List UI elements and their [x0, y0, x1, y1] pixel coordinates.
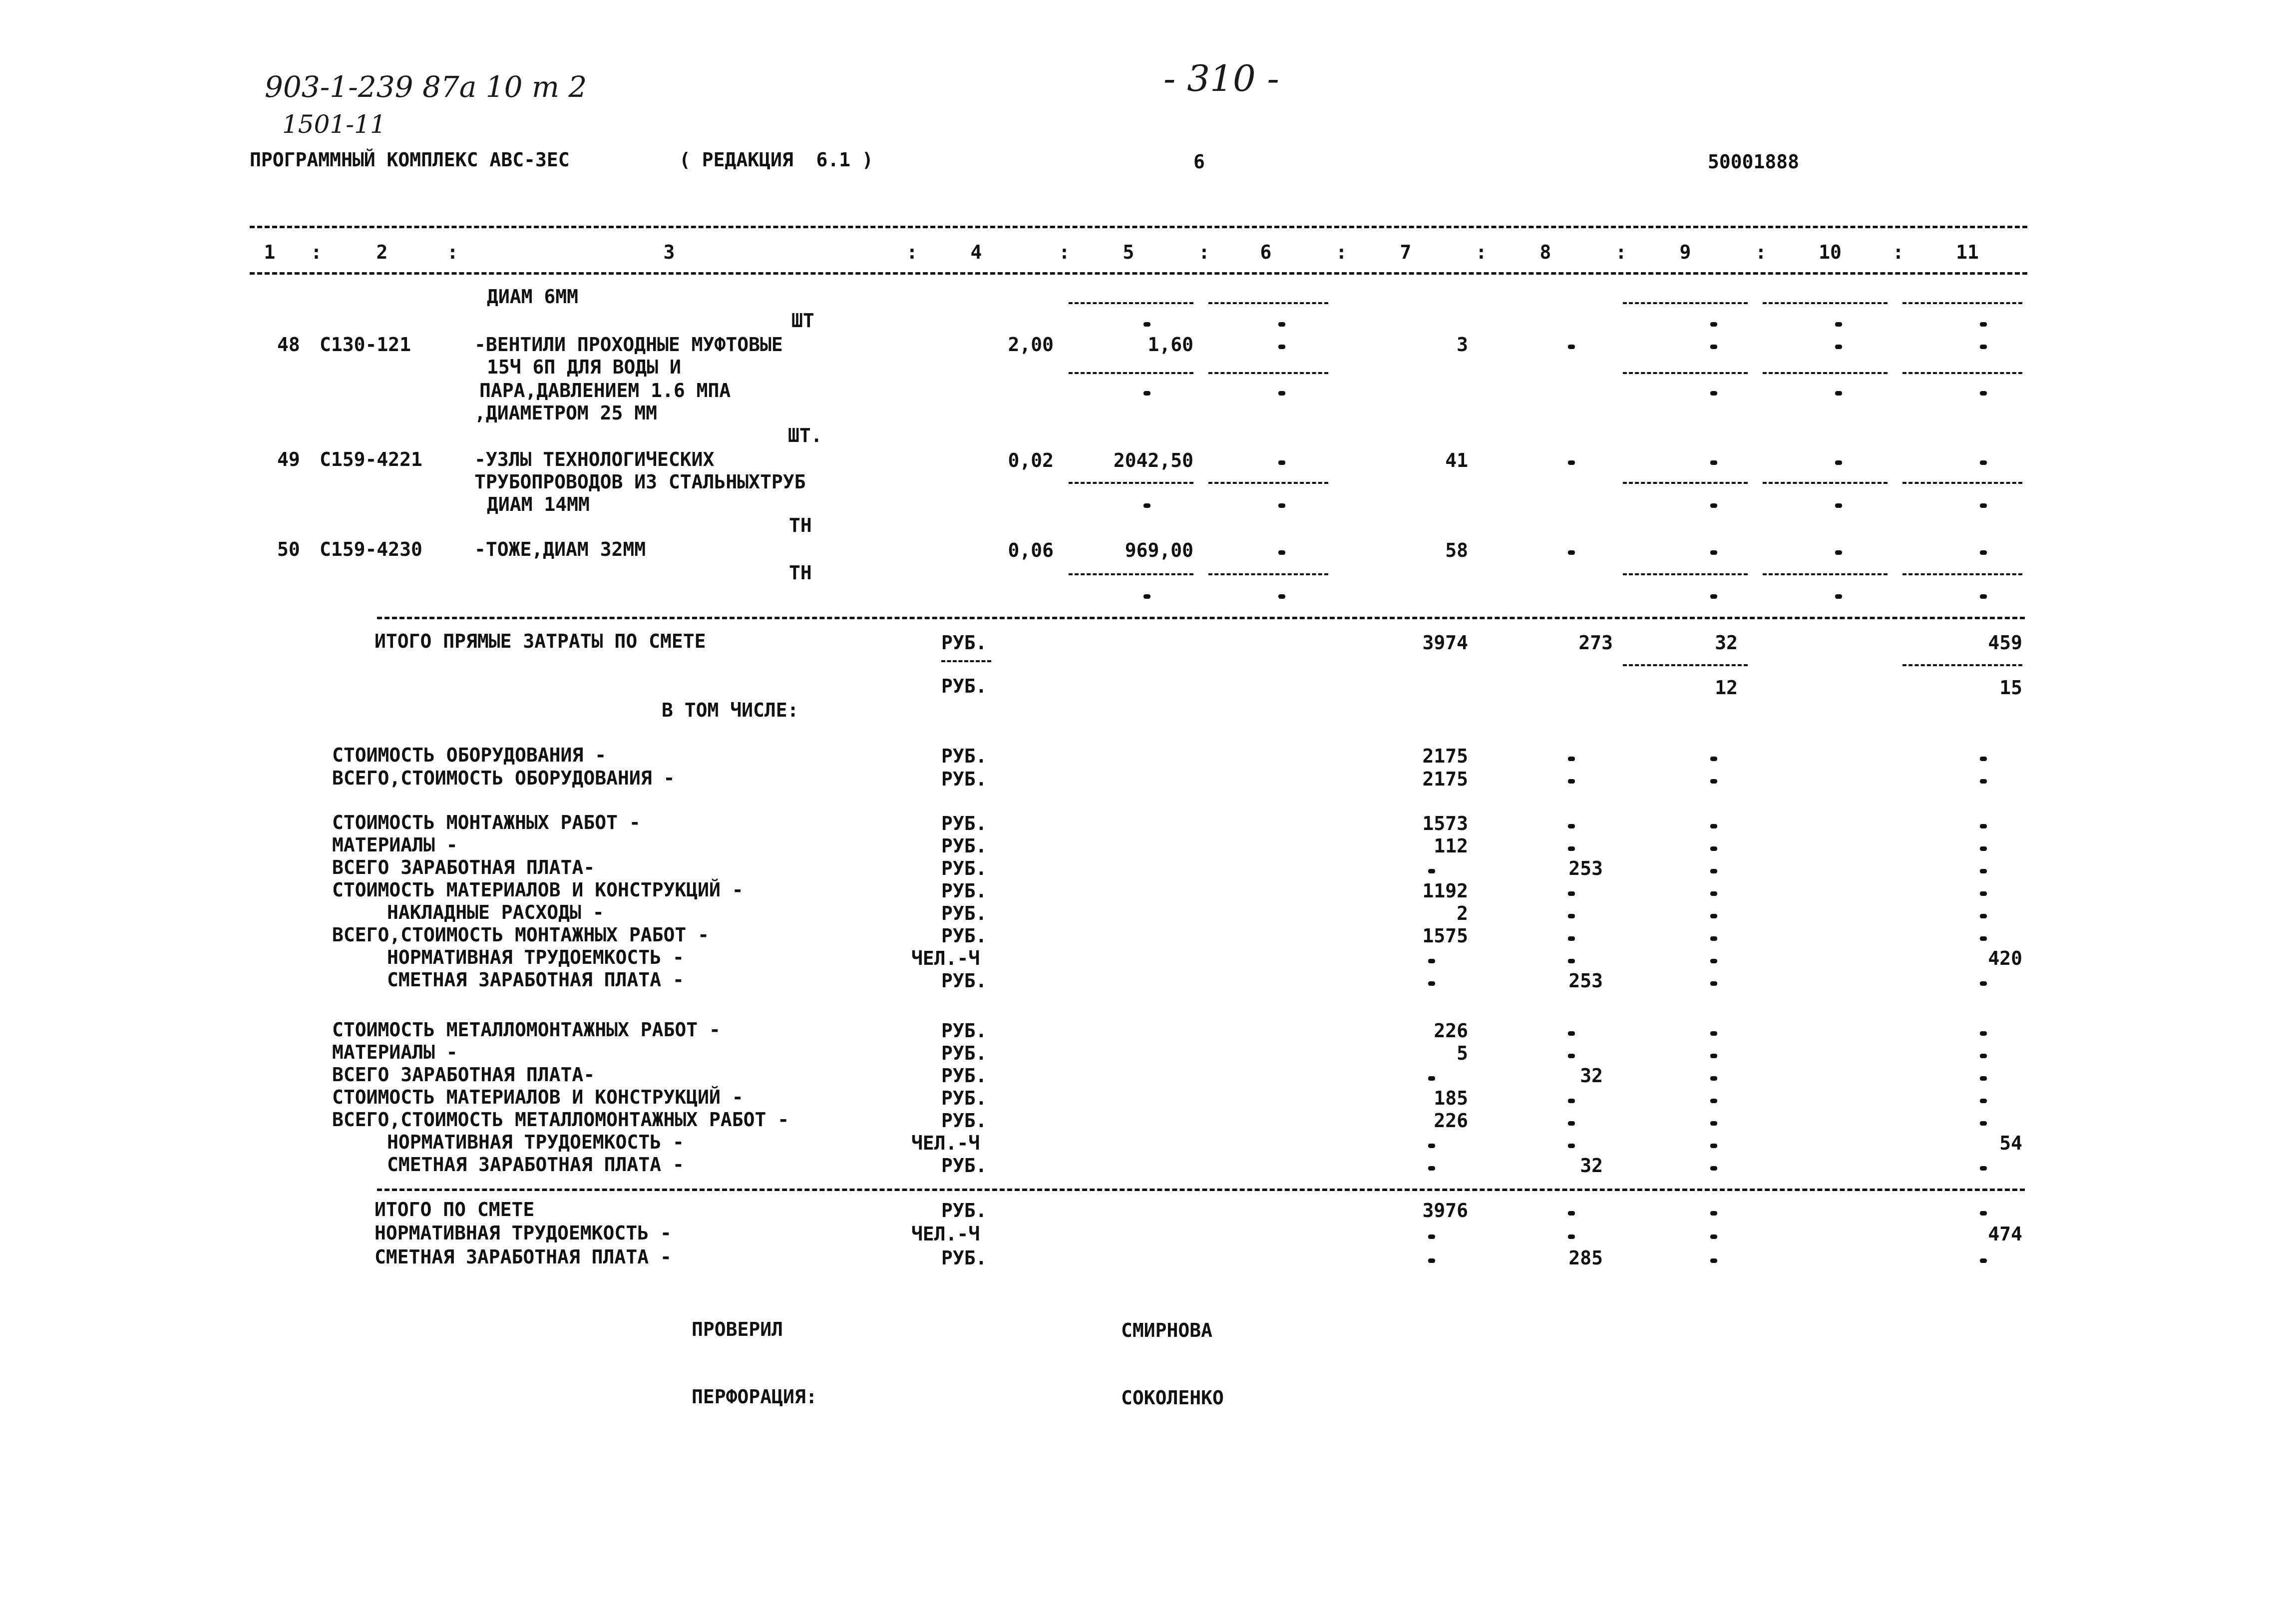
cell-rule [1069, 482, 1193, 484]
dash-mark [1710, 981, 1717, 986]
column-header: 9 [1679, 241, 1691, 263]
edition: ( РЕДАКЦИЯ 6.1 ) [679, 149, 873, 171]
dash-mark [1710, 891, 1717, 896]
row-code: С159-4221 [320, 448, 422, 470]
summary-c7: 185 [1434, 1087, 1468, 1109]
final-rule [377, 1189, 2025, 1191]
row-code: С130-121 [320, 334, 411, 356]
dash-mark [1710, 460, 1717, 465]
total-direct-c9b: 12 [1715, 677, 1738, 699]
column-header: 8 [1539, 241, 1551, 263]
column-separators: : [1198, 241, 1210, 263]
dash-mark [1980, 345, 1987, 349]
item-unit: ТН [789, 562, 812, 584]
cell-rule [1208, 302, 1328, 304]
summary-label: СМЕТНАЯ ЗАРАБОТНАЯ ПЛАТА - [375, 1246, 672, 1268]
summary-unit: РУБ. [941, 1247, 987, 1269]
dash-mark [1428, 981, 1435, 986]
dash-mark [1980, 1211, 1987, 1216]
cell-rule [1069, 372, 1193, 374]
summary-label: ИТОГО ПО СМЕТЕ [375, 1199, 535, 1220]
summary-c7: 112 [1434, 835, 1468, 857]
dash-mark [1278, 550, 1285, 555]
dash-mark [1428, 869, 1435, 873]
summary-c7: 226 [1434, 1110, 1468, 1132]
dash-mark [1710, 1031, 1717, 1036]
total-direct-c9: 32 [1715, 632, 1738, 654]
summary-c8: 253 [1568, 857, 1603, 879]
item-name: -ТОЖЕ,ДИАМ 32ММ [474, 538, 646, 560]
column-separators: : [906, 241, 918, 263]
checked-name: СМИРНОВА [1121, 1319, 1213, 1341]
item-name-line: ПАРА,ДАВЛЕНИЕМ 1.6 МПА [479, 380, 731, 402]
cell-rule [1763, 573, 1888, 575]
dash-mark [1980, 936, 1987, 941]
quantity: 2,00 [1008, 334, 1054, 356]
summary-label: СТОИМОСТЬ МОНТАЖНЫХ РАБОТ - [332, 812, 641, 833]
item-name-line: ,ДИАМЕТРОМ 25 ММ [474, 402, 658, 424]
total-direct-c11: 459 [1988, 632, 2022, 654]
cell-rule [1208, 573, 1328, 575]
dash-mark [1568, 1211, 1575, 1216]
summary-c7: 3976 [1422, 1200, 1468, 1221]
dash-mark [1278, 345, 1285, 349]
handwritten-sheet: 1501-11 [282, 110, 386, 139]
row-number: 49 [277, 448, 300, 470]
cell-rule [1902, 573, 2022, 575]
summary-c7: 226 [1434, 1020, 1468, 1042]
unit-price: 2042,50 [1113, 449, 1193, 471]
dash-mark [1568, 1234, 1575, 1239]
total-cost: 3 [1457, 334, 1468, 356]
dash-mark [1710, 936, 1717, 941]
dash-mark [1980, 391, 1987, 396]
column-header: 6 [1260, 241, 1272, 263]
item-name-line: 15Ч 6П ДЛЯ ВОДЫ И [487, 356, 681, 378]
dash-mark [1278, 594, 1285, 599]
dash-mark [1710, 345, 1717, 349]
dash-mark [1710, 550, 1717, 555]
dash-mark [1710, 1258, 1717, 1263]
dash-mark [1710, 1144, 1717, 1148]
dash-mark [1568, 1099, 1575, 1103]
cell-rule [1902, 482, 2022, 484]
dash-mark [1710, 824, 1717, 828]
cell-rule [941, 660, 991, 662]
sheet-number: 6 [1193, 151, 1205, 173]
summary-label: ВСЕГО ЗАРАБОТНАЯ ПЛАТА- [332, 1064, 595, 1086]
dash-mark [1980, 550, 1987, 555]
column-header: 10 [1819, 241, 1842, 263]
dash-mark [1710, 391, 1717, 396]
dash-mark [1143, 391, 1150, 396]
dash-mark [1980, 1054, 1987, 1058]
summary-unit: ЧЕЛ.-Ч [911, 1223, 980, 1245]
cell-rule [1069, 573, 1193, 575]
column-separators: : [1336, 241, 1347, 263]
summary-unit: РУБ. [941, 1200, 987, 1221]
column-separators: : [311, 241, 322, 263]
total-direct-c7: 3974 [1422, 632, 1468, 654]
column-header: 11 [1956, 241, 1979, 263]
dash-mark [1710, 959, 1717, 963]
summary-c8: 32 [1580, 1065, 1603, 1087]
summary-label: СМЕТНАЯ ЗАРАБОТНАЯ ПЛАТА - [387, 1154, 684, 1176]
dash-mark [1710, 914, 1717, 918]
quantity: 0,02 [1008, 449, 1054, 471]
dash-mark [1980, 869, 1987, 873]
dash-mark [1710, 1121, 1717, 1126]
summary-unit: РУБ. [941, 857, 987, 879]
dash-mark [1428, 1166, 1435, 1171]
dash-mark [1980, 1258, 1987, 1263]
summary-label: НОРМАТИВНАЯ ТРУДОЕМКОСТЬ - [387, 1131, 684, 1153]
column-separators: : [1615, 241, 1627, 263]
dash-mark [1278, 322, 1285, 327]
dash-mark [1835, 391, 1842, 396]
cell-rule [1902, 664, 2022, 666]
dash-mark [1835, 322, 1842, 327]
summary-c8: 253 [1568, 970, 1603, 992]
total-direct-c8: 273 [1578, 632, 1613, 654]
summary-c11: 474 [1988, 1223, 2022, 1245]
dash-mark [1710, 1166, 1717, 1171]
item-name: ДИАМ 6ММ [487, 286, 579, 308]
dash-mark [1568, 1054, 1575, 1058]
total-cost: 41 [1445, 449, 1468, 471]
dash-mark [1568, 824, 1575, 828]
dash-mark [1568, 959, 1575, 963]
dash-mark [1143, 322, 1150, 327]
document-id: 50001888 [1708, 151, 1800, 173]
item-unit: ШТ [791, 310, 814, 332]
column-separators: : [1893, 241, 1904, 263]
dash-mark [1428, 1076, 1435, 1081]
items-end-rule [377, 617, 2025, 619]
summary-unit: РУБ. [941, 1087, 987, 1109]
column-header: 7 [1400, 241, 1412, 263]
summary-unit: РУБ. [941, 1110, 987, 1132]
dash-mark [1428, 1258, 1435, 1263]
cell-rule [1902, 372, 2022, 374]
summary-unit: ЧЕЛ.-Ч [911, 1132, 980, 1154]
summary-unit: ЧЕЛ.-Ч [911, 947, 980, 969]
summary-label: ВСЕГО,СТОИМОСТЬ МОНТАЖНЫХ РАБОТ - [332, 924, 709, 946]
dash-mark [1710, 322, 1717, 327]
dash-mark [1710, 1211, 1717, 1216]
total-direct-c11b: 15 [1999, 677, 2022, 699]
total-direct-unit-2: РУБ. [941, 675, 987, 697]
summary-label: НОРМАТИВНАЯ ТРУДОЕМКОСТЬ - [375, 1222, 672, 1244]
unit-price: 969,00 [1125, 539, 1193, 561]
summary-label: ВСЕГО,СТОИМОСТЬ ОБОРУДОВАНИЯ - [332, 767, 675, 789]
column-header: 5 [1123, 241, 1135, 263]
summary-unit: РУБ. [941, 745, 987, 767]
dash-mark [1980, 981, 1987, 986]
dash-mark [1710, 503, 1717, 508]
dash-mark [1568, 936, 1575, 941]
summary-label: СТОИМОСТЬ МЕТАЛЛОМОНТАЖНЫХ РАБОТ - [332, 1019, 721, 1041]
dash-mark [1568, 891, 1575, 896]
dash-mark [1278, 460, 1285, 465]
cell-rule [1208, 372, 1328, 374]
summary-unit: РУБ. [941, 1155, 987, 1177]
dash-mark [1835, 345, 1842, 349]
column-separators: : [1059, 241, 1070, 263]
dash-mark [1568, 1121, 1575, 1126]
dash-mark [1568, 846, 1575, 851]
summary-label: СТОИМОСТЬ МАТЕРИАЛОВ И КОНСТРУКЦИЙ - [332, 879, 744, 901]
summary-unit: РУБ. [941, 880, 987, 902]
summary-label: ВСЕГО ЗАРАБОТНАЯ ПЛАТА- [332, 856, 595, 878]
cell-rule [1208, 482, 1328, 484]
cell-rule [1763, 302, 1888, 304]
dash-mark [1428, 1144, 1435, 1148]
summary-c7: 2 [1457, 902, 1468, 924]
table-header-rule [250, 272, 2027, 275]
dash-mark [1568, 550, 1575, 555]
summary-c11: 420 [1988, 947, 2022, 969]
cell-rule [1902, 302, 2022, 304]
dash-mark [1568, 1031, 1575, 1036]
summary-unit: РУБ. [941, 970, 987, 992]
dash-mark [1980, 503, 1987, 508]
perforation-name: СОКОЛЕНКО [1121, 1387, 1224, 1409]
dash-mark [1710, 594, 1717, 599]
dash-mark [1710, 1076, 1717, 1081]
row-code: С159-4230 [320, 538, 422, 560]
dash-mark [1835, 550, 1842, 555]
column-header: 2 [376, 241, 388, 263]
summary-unit: РУБ. [941, 1042, 987, 1064]
total-cost: 58 [1445, 539, 1468, 561]
column-header: 4 [970, 241, 982, 263]
dash-mark [1710, 1234, 1717, 1239]
dash-mark [1980, 1076, 1987, 1081]
dash-mark [1980, 846, 1987, 851]
cell-rule [1623, 302, 1748, 304]
column-header: 3 [663, 241, 675, 263]
item-name-line: ТРУБОПРОВОДОВ ИЗ СТАЛЬНЫХТРУБ [474, 471, 806, 493]
dash-mark [1428, 959, 1435, 963]
cell-rule [1623, 573, 1748, 575]
dash-mark [1980, 824, 1987, 828]
summary-unit: РУБ. [941, 768, 987, 790]
dash-mark [1568, 757, 1575, 761]
row-number: 48 [277, 334, 300, 356]
summary-c11: 54 [1999, 1132, 2022, 1154]
item-unit: ШТ. [788, 424, 822, 446]
total-direct-label: ИТОГО ПРЯМЫЕ ЗАТРАТЫ ПО СМЕТЕ [375, 630, 706, 652]
cell-rule [1623, 482, 1748, 484]
including-heading: В ТОМ ЧИСЛЕ: [662, 699, 799, 721]
page-number: - 310 - [1163, 57, 1279, 99]
dash-mark [1143, 594, 1150, 599]
dash-mark [1980, 460, 1987, 465]
column-header: 1 [264, 241, 276, 263]
summary-unit: РУБ. [941, 1065, 987, 1087]
dash-mark [1835, 460, 1842, 465]
checked-label: ПРОВЕРИЛ [692, 1318, 783, 1340]
item-name-line: -ВЕНТИЛИ ПРОХОДНЫЕ МУФТОВЫЕ [474, 334, 783, 356]
dash-mark [1143, 503, 1150, 508]
summary-unit: РУБ. [941, 902, 987, 924]
dash-mark [1710, 869, 1717, 873]
summary-label: СМЕТНАЯ ЗАРАБОТНАЯ ПЛАТА - [387, 969, 684, 991]
summary-unit: РУБ. [941, 1020, 987, 1042]
dash-mark [1710, 779, 1717, 784]
cell-rule [1069, 302, 1193, 304]
summary-c7: 2175 [1422, 768, 1468, 790]
item-name-line: ДИАМ 14ММ [487, 493, 590, 515]
dash-mark [1835, 594, 1842, 599]
dash-mark [1980, 891, 1987, 896]
dash-mark [1568, 1144, 1575, 1148]
cell-rule [1763, 372, 1888, 374]
summary-label: МАТЕРИАЛЫ - [332, 1041, 458, 1063]
perforation-label: ПЕРФОРАЦИЯ: [692, 1386, 817, 1408]
dash-mark [1568, 460, 1575, 465]
summary-label: ВСЕГО,СТОИМОСТЬ МЕТАЛЛОМОНТАЖНЫХ РАБОТ - [332, 1109, 789, 1131]
handwritten-code: 903-1-239 87а 10 т 2 [265, 70, 587, 104]
dash-mark [1710, 757, 1717, 761]
dash-mark [1710, 1099, 1717, 1103]
summary-unit: РУБ. [941, 835, 987, 857]
dash-mark [1980, 322, 1987, 327]
summary-label: МАТЕРИАЛЫ - [332, 834, 458, 856]
summary-c8: 32 [1580, 1155, 1603, 1177]
table-top-rule [250, 226, 2027, 228]
cell-rule [1623, 664, 1748, 666]
cell-rule [1623, 372, 1748, 374]
dash-mark [1980, 1031, 1987, 1036]
item-unit: ТН [789, 514, 812, 536]
cell-rule [1763, 482, 1888, 484]
dash-mark [1980, 757, 1987, 761]
dash-mark [1568, 779, 1575, 784]
program-name: ПРОГРАММНЫЙ КОМПЛЕКС АВС-3ЕС [250, 149, 570, 171]
summary-label: СТОИМОСТЬ ОБОРУДОВАНИЯ - [332, 744, 607, 766]
summary-c7: 1573 [1422, 812, 1468, 834]
summary-unit: РУБ. [941, 925, 987, 947]
summary-c7: 2175 [1422, 745, 1468, 767]
dash-mark [1568, 345, 1575, 349]
dash-mark [1278, 503, 1285, 508]
column-separators: : [447, 241, 458, 263]
summary-c8: 285 [1568, 1247, 1603, 1269]
column-separators: : [1476, 241, 1487, 263]
dash-mark [1710, 846, 1717, 851]
dash-mark [1835, 503, 1842, 508]
summary-c7: 1575 [1422, 925, 1468, 947]
row-number: 50 [277, 538, 300, 560]
dash-mark [1568, 914, 1575, 918]
unit-price: 1,60 [1147, 334, 1193, 356]
dash-mark [1980, 1166, 1987, 1171]
dash-mark [1980, 594, 1987, 599]
dash-mark [1710, 1054, 1717, 1058]
item-name-line: -УЗЛЫ ТЕХНОЛОГИЧЕСКИХ [474, 448, 715, 470]
dash-mark [1980, 1099, 1987, 1103]
summary-label: СТОИМОСТЬ МАТЕРИАЛОВ И КОНСТРУКЦИЙ - [332, 1086, 744, 1108]
summary-unit: РУБ. [941, 812, 987, 834]
dash-mark [1278, 391, 1285, 396]
column-separators: : [1755, 241, 1767, 263]
dash-mark [1980, 914, 1987, 918]
total-direct-unit: РУБ. [941, 632, 987, 654]
quantity: 0,06 [1008, 539, 1054, 561]
summary-c7: 5 [1457, 1042, 1468, 1064]
dash-mark [1980, 1121, 1987, 1126]
summary-c7: 1192 [1422, 880, 1468, 902]
dash-mark [1428, 1234, 1435, 1239]
summary-label: НОРМАТИВНАЯ ТРУДОЕМКОСТЬ - [387, 946, 684, 968]
summary-label: НАКЛАДНЫЕ РАСХОДЫ - [387, 901, 604, 923]
dash-mark [1980, 779, 1987, 784]
